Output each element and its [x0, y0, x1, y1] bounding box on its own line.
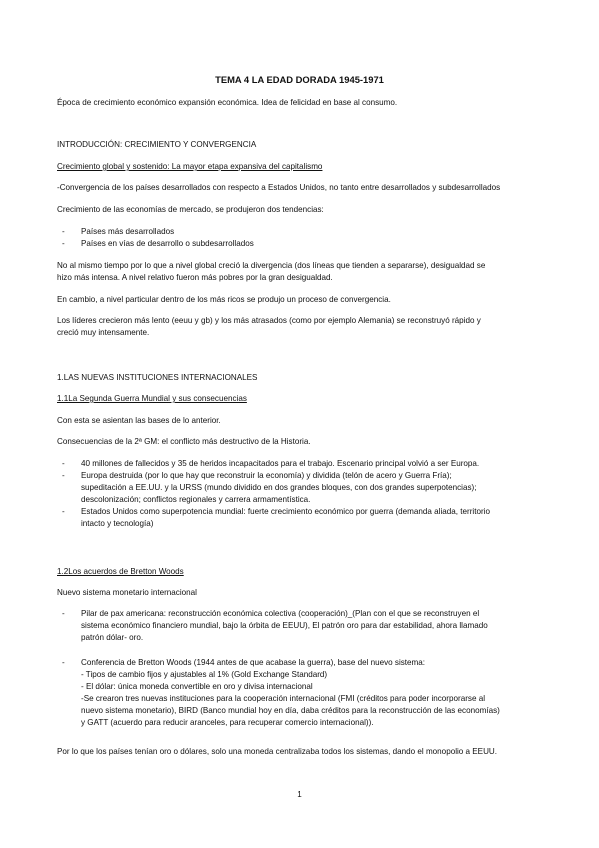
list-item — [57, 657, 545, 729]
list-item-text: intacto y tecnología) — [81, 519, 154, 528]
list-item-text: patrón dólar- oro. — [81, 633, 144, 642]
paragraph-line: No al mismo tiempo por lo que a nivel global creció la divergencia (dos líneas que tienden a separarse), desigualdad se — [57, 261, 486, 270]
paragraph: En cambio, a nivel particular dentro de los más ricos se produjo un proceso de convergencia. — [57, 295, 391, 304]
list-item-text: -Se crearon tres nuevas instituciones para la cooperación internacional (FMI (créditos para poder incorporarse al — [81, 694, 485, 703]
list-item-text: - El dólar: única moneda convertible en oro y divisa internacional — [81, 682, 313, 691]
document-title: TEMA 4 LA EDAD DORADA 1945-1971 — [215, 74, 384, 85]
bullet-list — [57, 226, 545, 250]
paragraph-line: hizo más intensa. A nivel relativo fueron más pobres por la gran desigualdad. — [57, 273, 333, 282]
paragraph — [57, 315, 545, 339]
paragraph-line: creció muy intensamente. — [57, 328, 150, 337]
intro-line: Época de crecimiento económico expansión económica. Idea de felicidad en base al consumo. — [57, 98, 398, 107]
list-item-text: - 40 millones de fallecidos y 35 de heridos incapacitados para el trabajo. Escenario principal volvió a ser Europa. — [81, 459, 480, 468]
paragraph — [57, 260, 545, 284]
paragraph: Nuevo sistema monetario internacional — [57, 588, 197, 597]
paragraph: Consecuencias de la 2ª GM: el conflicto más destructivo de la Historia. — [57, 437, 311, 446]
list-item-text: sistema económico financiero mundial, bajo la órbita de EEUU), El patrón oro para dar estabilidad, ahora llamado — [81, 621, 488, 630]
list-item: - Países en vías de desarrollo o subdesarrollados — [57, 238, 545, 250]
bullet-list — [57, 608, 545, 644]
list-item-text: y GATT (acuerdo para reducir aranceles, para recuperar comercio internacional)). — [81, 718, 374, 727]
section-1-1-heading: 1.1La Segunda Guerra Mundial y sus consecuencias — [57, 394, 247, 403]
list-item-text: - Pilar de pax americana: reconstrucción económica colectiva (cooperación)_(Plan con el que se reconstruyen el — [81, 609, 480, 618]
list-item — [57, 506, 545, 530]
section-intro-subheading: Crecimiento global y sostenido: La mayor etapa expansiva del capitalismo — [57, 162, 323, 171]
paragraph: Por lo que los países tenían oro o dólares, solo una moneda centralizaba todos los sistemas, dando el monopolio a EEUU. — [57, 747, 498, 756]
list-item — [57, 470, 545, 506]
list-item-text: supeditación a EE.UU. y la URSS (mundo dividido en dos grandes bloques, con dos grandes superpotencias); — [81, 483, 477, 492]
bullet-list — [57, 458, 545, 530]
section-intro-heading: INTRODUCCIÓN: CRECIMIENTO Y CONVERGENCIA — [57, 140, 257, 149]
list-item-text: descolonización; conflictos regionales y carrera armamentística. — [81, 495, 311, 504]
list-item — [57, 608, 545, 644]
list-item-text: - Tipos de cambio fijos y ajustables al 1% (Gold Exchange Standard) — [81, 670, 328, 679]
list-item: - Países más desarrollados — [57, 226, 545, 238]
paragraph: Crecimiento de las economías de mercado, se produjeron dos tendencias: — [57, 205, 324, 214]
section-1-2-heading: 1.2Los acuerdos de Bretton Woods — [57, 567, 184, 576]
page-number: 1 — [297, 790, 302, 799]
paragraph-line: Los líderes crecieron más lento (eeuu y gb) y los más atrasados (como por ejemplo Alemania) se reconstruyó rápido y — [57, 316, 481, 325]
paragraph: -Convergencia de los países desarrollados con respecto a Estados Unidos, no tanto entre desarrollados y subdesarrollados — [57, 183, 501, 192]
paragraph: Con esta se asientan las bases de lo anterior. — [57, 416, 221, 425]
section-1-heading: 1.LAS NUEVAS INSTITUCIONES INTERNACIONALES — [57, 373, 258, 382]
bullet-list — [57, 657, 545, 729]
list-item-text: - Estados Unidos como superpotencia mundial: fuerte crecimiento económico por guerra (demanda aliada, territorio — [81, 507, 490, 516]
list-item-text: nuevo sistema monetario), BIRD (Banco mundial hoy en día, daba créditos para la reconstrucción de las economías) — [81, 706, 500, 715]
list-item-text: - Europa destruida (por lo que hay que reconstruir la economía) y dividida (telón de acero y Guerra Fría); — [81, 471, 452, 480]
list-item — [57, 458, 545, 470]
list-item-text: - Conferencia de Bretton Woods (1944 antes de que acabase la guerra), base del nuevo sistema: — [81, 658, 426, 667]
